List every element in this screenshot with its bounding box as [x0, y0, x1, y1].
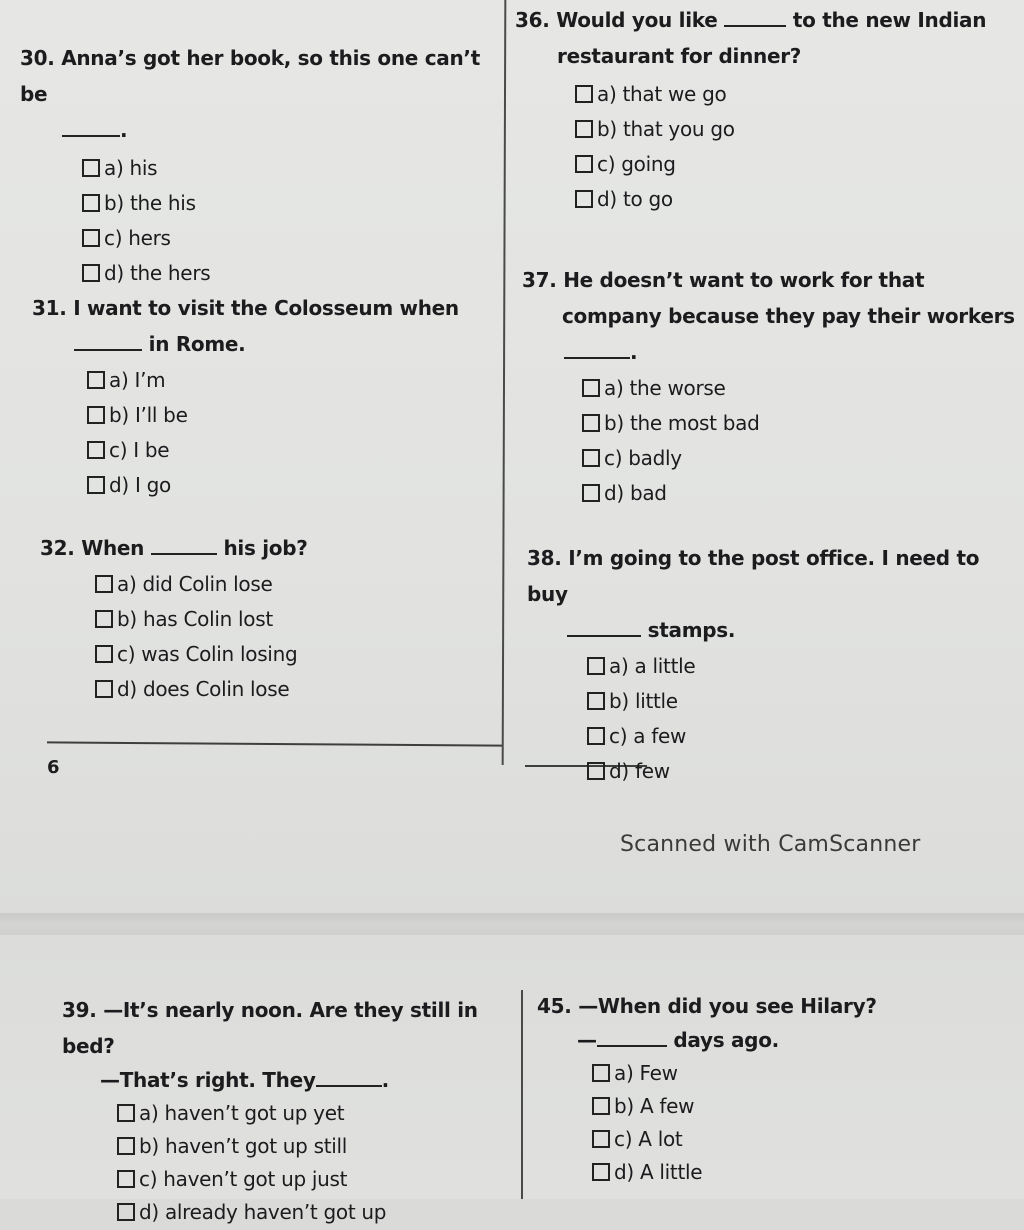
camscanner-watermark: Scanned with CamScanner — [620, 832, 921, 857]
option-d[interactable]: d) does Colin lose — [95, 671, 500, 706]
option-d[interactable]: d) the hers — [82, 255, 500, 290]
answer-blank[interactable] — [564, 337, 630, 359]
checkbox[interactable] — [587, 657, 605, 675]
option-a[interactable]: a) a little — [587, 648, 1022, 683]
answer-blank[interactable] — [724, 5, 786, 27]
option-b[interactable]: b) little — [587, 683, 1022, 718]
checkbox[interactable] — [575, 85, 593, 103]
option-a[interactable]: a) the worse — [582, 370, 1017, 405]
option-b[interactable]: b) the his — [82, 185, 500, 220]
option-b[interactable]: b) A few — [592, 1089, 1007, 1122]
option-c[interactable]: c) a few — [587, 718, 1022, 753]
checkbox[interactable] — [82, 159, 100, 177]
option-d[interactable]: d) bad — [582, 475, 1017, 510]
question-30: 30. Anna’s got her book, so this one can’t be . a) his b) the his c) hers d) the hers — [20, 40, 500, 290]
checkbox[interactable] — [575, 120, 593, 138]
option-b[interactable]: b) has Colin lost — [95, 601, 500, 636]
question-39-stem: 39. —It’s nearly noon. Are they still in bed? — [62, 998, 478, 1058]
checkbox[interactable] — [87, 371, 105, 389]
question-39: 39. —It’s nearly noon. Are they still in bed? —That’s right. They . a) haven’t got up yet b) haven’t got up still c) haven’t got up just d) already haven’t got up — [62, 992, 517, 1228]
option-a[interactable]: a) his — [82, 150, 500, 185]
checkbox[interactable] — [575, 190, 593, 208]
checkbox[interactable] — [117, 1170, 135, 1188]
option-b[interactable]: b) the most bad — [582, 405, 1017, 440]
checkbox[interactable] — [95, 680, 113, 698]
bottom-rule-left — [47, 741, 502, 746]
option-b[interactable]: b) I’ll be — [87, 397, 502, 432]
checkbox[interactable] — [587, 692, 605, 710]
checkbox[interactable] — [582, 484, 600, 502]
checkbox[interactable] — [82, 194, 100, 212]
option-b[interactable]: b) that you go — [575, 111, 1015, 146]
checkbox[interactable] — [592, 1163, 610, 1181]
question-36-options — [515, 76, 1015, 216]
checkbox[interactable] — [95, 645, 113, 663]
option-c[interactable]: c) A lot — [592, 1122, 1007, 1155]
option-c[interactable]: c) badly — [582, 440, 1017, 475]
option-c[interactable]: c) I be — [87, 432, 502, 467]
option-b[interactable]: b) haven’t got up still — [117, 1129, 517, 1162]
option-d[interactable]: d) to go — [575, 181, 1015, 216]
option-d[interactable]: d) I go — [87, 467, 502, 502]
option-c[interactable]: c) haven’t got up just — [117, 1162, 517, 1195]
column-divider — [521, 990, 523, 1199]
checkbox[interactable] — [82, 264, 100, 282]
checkbox[interactable] — [117, 1104, 135, 1122]
checkbox[interactable] — [587, 762, 605, 780]
question-45-options — [537, 1056, 1007, 1188]
checkbox[interactable] — [117, 1137, 135, 1155]
question-38-options — [527, 648, 1022, 788]
question-36-stem: 36. Would you like to the new Indian — [515, 2, 1015, 38]
checkbox[interactable] — [117, 1203, 135, 1221]
question-30-options — [20, 150, 500, 290]
page-gap — [0, 913, 1024, 935]
option-d[interactable]: d) already haven’t got up — [117, 1195, 517, 1228]
question-31: 31. I want to visit the Colosseum when in Rome. a) I’m b) I’ll be c) I be d) I go — [32, 290, 502, 502]
checkbox[interactable] — [587, 727, 605, 745]
checkbox[interactable] — [592, 1097, 610, 1115]
question-37-stem: 37. He doesn’t want to work for that — [522, 268, 925, 292]
question-38: 38. I’m going to the post office. I need to buy stamps. a) a little b) little c) a few d) few — [527, 540, 1022, 788]
question-32 — [40, 530, 500, 706]
option-a[interactable]: a) I’m — [87, 362, 502, 397]
answer-blank[interactable] — [62, 115, 120, 137]
question-32-stem: 32. When his job? — [40, 530, 500, 566]
checkbox[interactable] — [582, 449, 600, 467]
option-d[interactable]: d) A little — [592, 1155, 1007, 1188]
question-38-stem: 38. I’m going to the post office. I need to buy — [527, 546, 980, 606]
option-a[interactable]: a) that we go — [575, 76, 1015, 111]
checkbox[interactable] — [582, 379, 600, 397]
option-c[interactable]: c) was Colin losing — [95, 636, 500, 671]
question-39-options — [62, 1096, 517, 1228]
question-45-stem: 45. —When did you see Hilary? — [537, 994, 877, 1018]
answer-blank[interactable] — [567, 615, 641, 637]
option-a[interactable]: a) did Colin lose — [95, 566, 500, 601]
checkbox[interactable] — [575, 155, 593, 173]
page-number: 6 — [47, 757, 60, 778]
answer-blank[interactable] — [74, 329, 142, 351]
option-a[interactable]: a) haven’t got up yet — [117, 1096, 517, 1129]
question-31-options — [32, 362, 502, 502]
question-32-options — [40, 566, 500, 706]
column-divider — [502, 0, 507, 765]
question-37: 37. He doesn’t want to work for that company because they pay their workers . a) the worse b) the most bad c) badly d) bad — [522, 262, 1017, 510]
answer-blank[interactable] — [151, 533, 217, 555]
checkbox[interactable] — [95, 610, 113, 628]
checkbox[interactable] — [95, 575, 113, 593]
option-c[interactable]: c) hers — [82, 220, 500, 255]
checkbox[interactable] — [87, 441, 105, 459]
checkbox[interactable] — [87, 476, 105, 494]
question-30-stem: 30. Anna’s got her book, so this one can’t be — [20, 46, 480, 106]
question-37-options — [522, 370, 1017, 510]
option-a[interactable]: a) Few — [592, 1056, 1007, 1089]
checkbox[interactable] — [582, 414, 600, 432]
question-36: 36. Would you like to the new Indian restaurant for dinner? a) that we go b) that you go c) going d) to go — [515, 2, 1015, 216]
worksheet-page-2 — [0, 935, 1024, 1224]
checkbox[interactable] — [82, 229, 100, 247]
question-45: 45. —When did you see Hilary? — days ago. a) Few b) A few c) A lot d) A little — [537, 988, 1007, 1188]
option-c[interactable]: c) going — [575, 146, 1015, 181]
answer-blank[interactable] — [597, 1025, 667, 1047]
checkbox[interactable] — [592, 1130, 610, 1148]
answer-blank[interactable] — [316, 1065, 382, 1087]
checkbox[interactable] — [87, 406, 105, 424]
option-d[interactable]: d) few — [587, 753, 1022, 788]
question-31-stem: 31. I want to visit the Colosseum when — [32, 296, 459, 320]
checkbox[interactable] — [592, 1064, 610, 1082]
